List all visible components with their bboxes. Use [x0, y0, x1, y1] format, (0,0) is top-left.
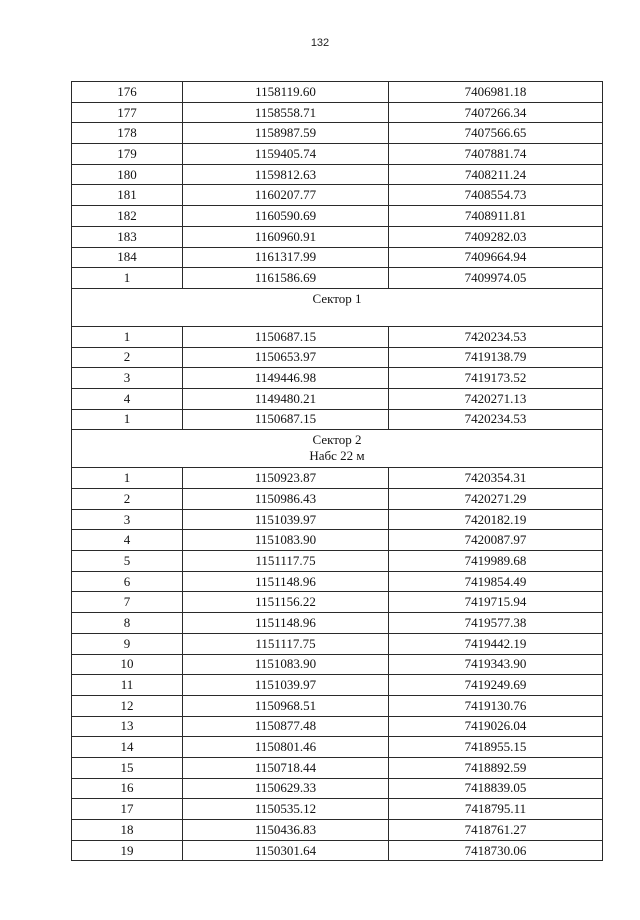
table-row: [72, 675, 603, 696]
x-coordinate-cell: 1160960.91: [183, 226, 389, 247]
y-coordinate-cell: 7420182.19: [389, 509, 603, 530]
point-number-cell: 11: [72, 675, 183, 696]
coordinates-table-body: [72, 82, 603, 861]
y-coordinate-cell: 7418761.27: [389, 820, 603, 841]
sector-header-cell: [72, 430, 603, 468]
point-number-cell: 13: [72, 716, 183, 737]
x-coordinate-cell: 1150687.15: [183, 409, 389, 430]
table-row: [72, 388, 603, 409]
point-number-cell: 16: [72, 778, 183, 799]
y-coordinate-cell: 7420234.53: [389, 326, 603, 347]
y-coordinate-cell: 7406981.18: [389, 82, 603, 103]
table-row: [72, 206, 603, 227]
table-row: [72, 326, 603, 347]
y-coordinate-cell: 7407566.65: [389, 123, 603, 144]
point-number-cell: 2: [72, 347, 183, 368]
y-coordinate-cell: 7408911.81: [389, 206, 603, 227]
table-row: [72, 799, 603, 820]
table-row: [72, 778, 603, 799]
x-coordinate-cell: 1150986.43: [183, 489, 389, 510]
point-number-cell: 183: [72, 226, 183, 247]
sector-subtitle: Набс 22 м: [309, 448, 365, 464]
table-row: [72, 102, 603, 123]
point-number-cell: 177: [72, 102, 183, 123]
point-number-cell: 18: [72, 820, 183, 841]
point-number-cell: 181: [72, 185, 183, 206]
y-coordinate-cell: 7419130.76: [389, 695, 603, 716]
point-number-cell: 6: [72, 571, 183, 592]
point-number-cell: 180: [72, 164, 183, 185]
x-coordinate-cell: 1150653.97: [183, 347, 389, 368]
point-number-cell: 4: [72, 388, 183, 409]
table-row: [72, 592, 603, 613]
table-row: [72, 551, 603, 572]
y-coordinate-cell: 7419854.49: [389, 571, 603, 592]
point-number-cell: 1: [72, 268, 183, 289]
table-row: [72, 716, 603, 737]
y-coordinate-cell: 7418839.05: [389, 778, 603, 799]
table-row: [72, 633, 603, 654]
x-coordinate-cell: 1161317.99: [183, 247, 389, 268]
y-coordinate-cell: 7420234.53: [389, 409, 603, 430]
point-number-cell: 178: [72, 123, 183, 144]
x-coordinate-cell: 1150877.48: [183, 716, 389, 737]
y-coordinate-cell: 7418795.11: [389, 799, 603, 820]
point-number-cell: 17: [72, 799, 183, 820]
x-coordinate-cell: 1158119.60: [183, 82, 389, 103]
y-coordinate-cell: 7418730.06: [389, 840, 603, 861]
point-number-cell: 8: [72, 613, 183, 634]
y-coordinate-cell: 7419173.52: [389, 368, 603, 389]
point-number-cell: 184: [72, 247, 183, 268]
table-row: [72, 144, 603, 165]
y-coordinate-cell: 7407881.74: [389, 144, 603, 165]
table-row: [72, 82, 603, 103]
x-coordinate-cell: 1150629.33: [183, 778, 389, 799]
x-coordinate-cell: 1150687.15: [183, 326, 389, 347]
y-coordinate-cell: 7409282.03: [389, 226, 603, 247]
point-number-cell: 179: [72, 144, 183, 165]
x-coordinate-cell: 1159812.63: [183, 164, 389, 185]
table-row: [72, 123, 603, 144]
x-coordinate-cell: 1151039.97: [183, 675, 389, 696]
table-row: [72, 347, 603, 368]
x-coordinate-cell: 1151117.75: [183, 551, 389, 572]
y-coordinate-cell: 7419442.19: [389, 633, 603, 654]
point-number-cell: 19: [72, 840, 183, 861]
table-row: [72, 268, 603, 289]
x-coordinate-cell: 1150968.51: [183, 695, 389, 716]
point-number-cell: 1: [72, 468, 183, 489]
y-coordinate-cell: 7408211.24: [389, 164, 603, 185]
y-coordinate-cell: 7420271.13: [389, 388, 603, 409]
table-row: [72, 530, 603, 551]
table-row: [72, 409, 603, 430]
x-coordinate-cell: 1151148.96: [183, 571, 389, 592]
sector-title: Сектор 2: [312, 432, 362, 448]
sector-header-row: [72, 288, 603, 326]
y-coordinate-cell: 7420087.97: [389, 530, 603, 551]
x-coordinate-cell: 1160590.69: [183, 206, 389, 227]
table-row: [72, 226, 603, 247]
y-coordinate-cell: 7409664.94: [389, 247, 603, 268]
x-coordinate-cell: 1159405.74: [183, 144, 389, 165]
coordinates-table: [71, 81, 603, 861]
x-coordinate-cell: 1150535.12: [183, 799, 389, 820]
point-number-cell: 176: [72, 82, 183, 103]
y-coordinate-cell: 7419138.79: [389, 347, 603, 368]
y-coordinate-cell: 7409974.05: [389, 268, 603, 289]
y-coordinate-cell: 7419343.90: [389, 654, 603, 675]
x-coordinate-cell: 1150801.46: [183, 737, 389, 758]
x-coordinate-cell: 1151083.90: [183, 530, 389, 551]
table-row: [72, 164, 603, 185]
x-coordinate-cell: 1149446.98: [183, 368, 389, 389]
point-number-cell: 3: [72, 509, 183, 530]
table-row: [72, 695, 603, 716]
x-coordinate-cell: 1149480.21: [183, 388, 389, 409]
table-row: [72, 368, 603, 389]
x-coordinate-cell: 1161586.69: [183, 268, 389, 289]
table-row: [72, 185, 603, 206]
table-row: [72, 509, 603, 530]
table-row: [72, 468, 603, 489]
y-coordinate-cell: 7419577.38: [389, 613, 603, 634]
table-row: [72, 613, 603, 634]
x-coordinate-cell: 1151117.75: [183, 633, 389, 654]
sector-header-row: [72, 430, 603, 468]
x-coordinate-cell: 1150436.83: [183, 820, 389, 841]
point-number-cell: 3: [72, 368, 183, 389]
point-number-cell: 1: [72, 409, 183, 430]
x-coordinate-cell: 1158987.59: [183, 123, 389, 144]
x-coordinate-cell: 1158558.71: [183, 102, 389, 123]
table-row: [72, 820, 603, 841]
table-row: [72, 840, 603, 861]
sector-header-cell: [72, 288, 603, 326]
x-coordinate-cell: 1151148.96: [183, 613, 389, 634]
y-coordinate-cell: 7408554.73: [389, 185, 603, 206]
table-row: [72, 654, 603, 675]
point-number-cell: 12: [72, 695, 183, 716]
point-number-cell: 2: [72, 489, 183, 510]
y-coordinate-cell: 7420354.31: [389, 468, 603, 489]
y-coordinate-cell: 7420271.29: [389, 489, 603, 510]
y-coordinate-cell: 7418892.59: [389, 757, 603, 778]
point-number-cell: 10: [72, 654, 183, 675]
y-coordinate-cell: 7418955.15: [389, 737, 603, 758]
y-coordinate-cell: 7407266.34: [389, 102, 603, 123]
x-coordinate-cell: 1151156.22: [183, 592, 389, 613]
point-number-cell: 4: [72, 530, 183, 551]
point-number-cell: 5: [72, 551, 183, 572]
table-row: [72, 571, 603, 592]
x-coordinate-cell: 1150718.44: [183, 757, 389, 778]
point-number-cell: 182: [72, 206, 183, 227]
point-number-cell: 7: [72, 592, 183, 613]
point-number-cell: 9: [72, 633, 183, 654]
point-number-cell: 15: [72, 757, 183, 778]
point-number-cell: 14: [72, 737, 183, 758]
point-number-cell: 1: [72, 326, 183, 347]
sector-title: Сектор 1: [312, 290, 362, 306]
y-coordinate-cell: 7419026.04: [389, 716, 603, 737]
y-coordinate-cell: 7419715.94: [389, 592, 603, 613]
x-coordinate-cell: 1151083.90: [183, 654, 389, 675]
y-coordinate-cell: 7419989.68: [389, 551, 603, 572]
x-coordinate-cell: 1150301.64: [183, 840, 389, 861]
x-coordinate-cell: 1160207.77: [183, 185, 389, 206]
table-row: [72, 247, 603, 268]
x-coordinate-cell: 1150923.87: [183, 468, 389, 489]
table-row: [72, 489, 603, 510]
table-row: [72, 737, 603, 758]
table-row: [72, 757, 603, 778]
x-coordinate-cell: 1151039.97: [183, 509, 389, 530]
y-coordinate-cell: 7419249.69: [389, 675, 603, 696]
page-number: 132: [310, 37, 330, 49]
